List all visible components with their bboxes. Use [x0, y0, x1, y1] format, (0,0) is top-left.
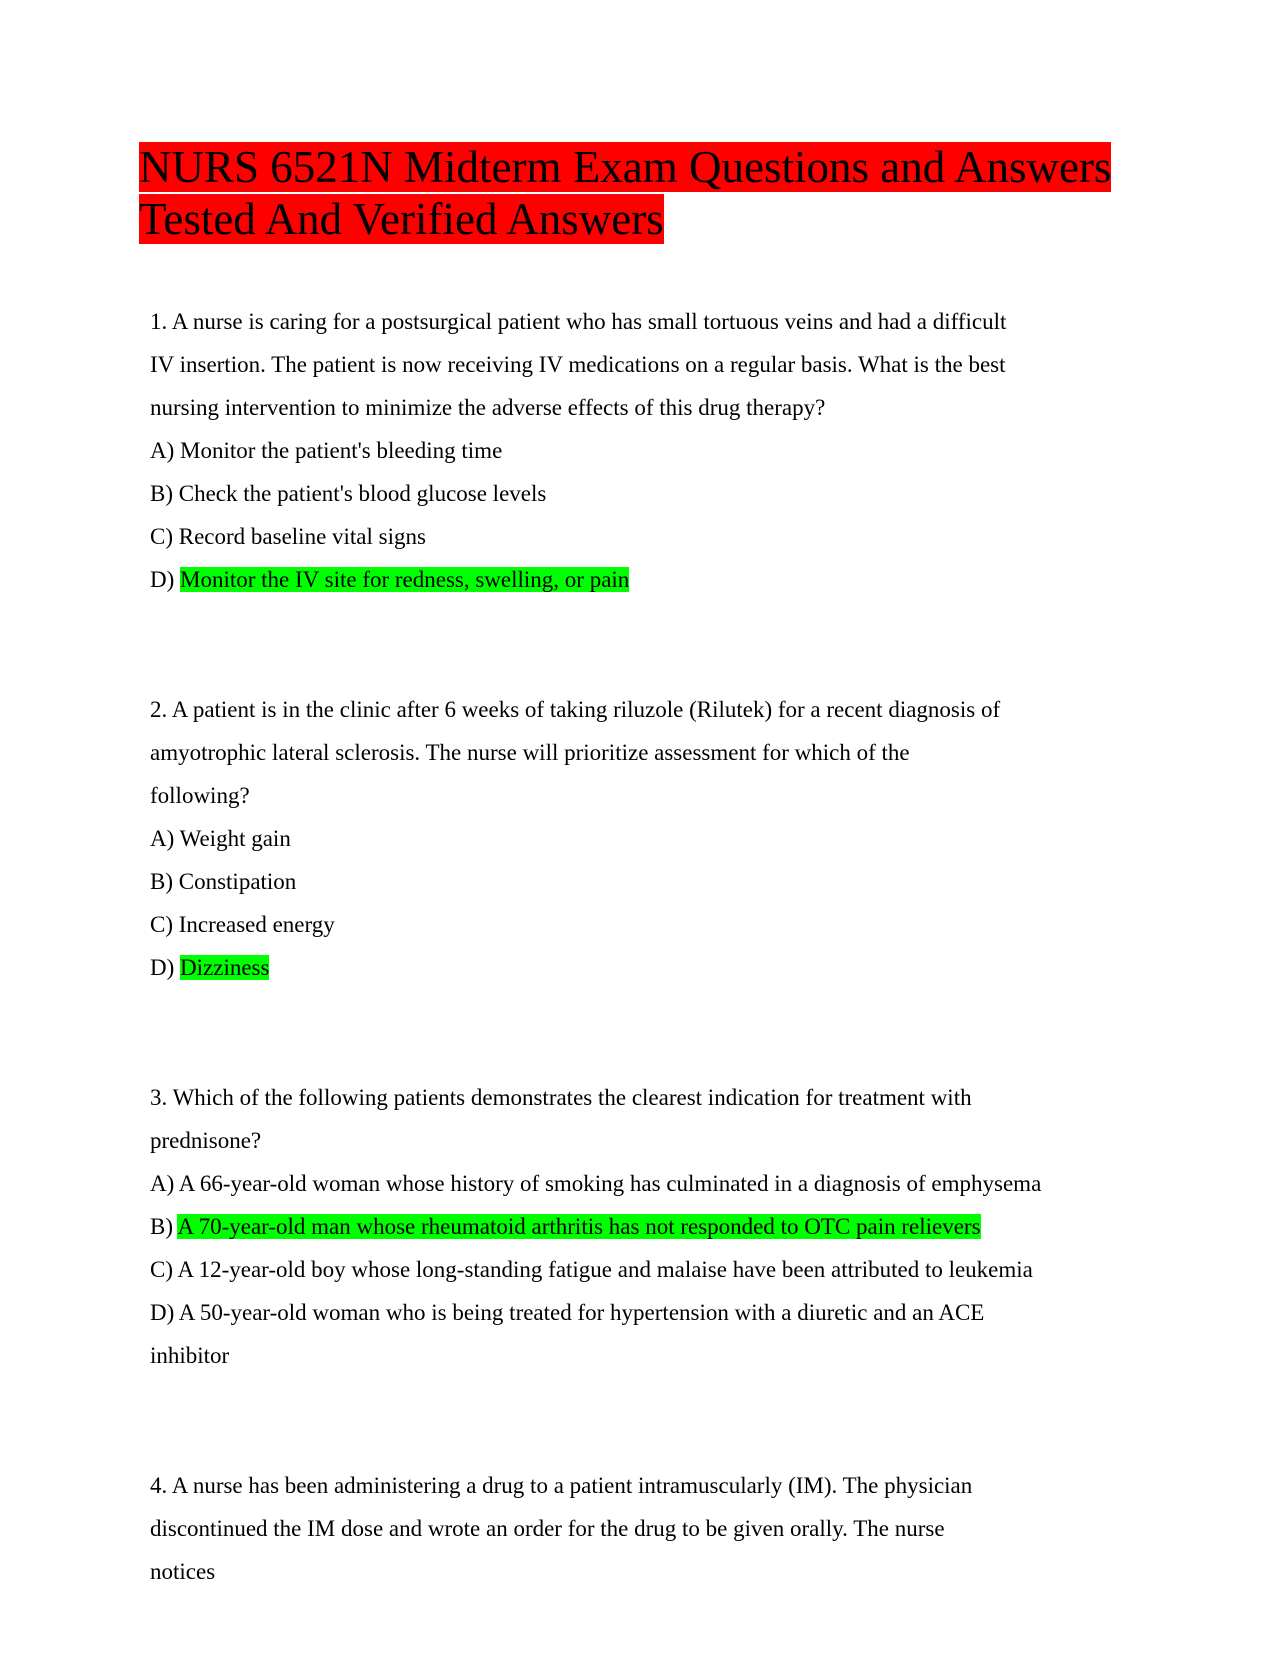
- answer-option-c: [150, 1248, 1150, 1291]
- option-letter: A): [150, 826, 180, 851]
- option-letter: C): [150, 1257, 178, 1282]
- option-text: Check the patient's blood glucose levels: [178, 481, 547, 506]
- answer-option-b: [150, 472, 1150, 515]
- question-text-line: nursing intervention to minimize the adverse effects of this drug therapy?: [150, 395, 826, 420]
- question-text-line: 2. A patient is in the clinic after 6 weeks of taking riluzole (Rilutek) for a recent diagnosis of: [150, 697, 1001, 722]
- question-text-line: amyotrophic lateral sclerosis. The nurse will prioritize assessment for which of the: [150, 740, 910, 765]
- answer-option-b: [150, 860, 1150, 903]
- option-text: A 12-year-old boy whose long-standing fatigue and malaise have been attributed to leukemia: [177, 1257, 1033, 1282]
- question-text-line: prednisone?: [150, 1128, 262, 1153]
- option-letter: D): [150, 1300, 179, 1325]
- question-text-line: IV insertion. The patient is now receiving IV medications on a regular basis. What is the best: [150, 352, 1006, 377]
- option-letter: D): [150, 955, 181, 980]
- title-line-1: NURS 6521N Midterm Exam Questions and Answers: [139, 142, 1112, 192]
- option-text: Monitor the patient's bleeding time: [180, 438, 503, 463]
- question-text-line: 3. Which of the following patients demonstrates the clearest indication for treatment with: [150, 1085, 972, 1110]
- option-text: Record baseline vital signs: [178, 524, 426, 549]
- option-text: Weight gain: [179, 826, 291, 851]
- question-4: [150, 1464, 1150, 1593]
- question-text-line: 1. A nurse is caring for a postsurgical patient who has small tortuous veins and had a difficult: [150, 309, 1007, 334]
- option-continuation: inhibitor: [150, 1343, 230, 1368]
- option-letter: B): [150, 1214, 178, 1239]
- question-text-line: notices: [150, 1559, 216, 1584]
- question-1: [150, 300, 1150, 601]
- answer-option-d: [150, 558, 1150, 601]
- answer-option-c: [150, 515, 1150, 558]
- answer-option-b: [150, 1205, 1150, 1248]
- answer-option-d: [150, 1291, 1150, 1334]
- question-text-line: following?: [150, 783, 250, 808]
- page-title: [139, 141, 1139, 245]
- question-text-line: discontinued the IM dose and wrote an order for the drug to be given orally. The nurse: [150, 1516, 945, 1541]
- option-text: A 50-year-old woman who is being treated for hypertension with a diuretic and an ACE: [178, 1300, 985, 1325]
- correct-answer-highlight: Dizziness: [180, 955, 270, 980]
- option-text: Constipation: [178, 869, 297, 894]
- option-text: A 66-year-old woman whose history of smoking has culminated in a diagnosis of emphysema: [178, 1171, 1042, 1196]
- question-text-line: 4. A nurse has been administering a drug to a patient intramuscularly (IM). The physician: [150, 1473, 973, 1498]
- answer-option-a: [150, 1162, 1150, 1205]
- answer-option-a: [150, 817, 1150, 860]
- answer-option-c: [150, 903, 1150, 946]
- option-text: Increased energy: [178, 912, 335, 937]
- option-letter: D): [150, 567, 181, 592]
- correct-answer-highlight: A 70-year-old man whose rheumatoid arthritis has not responded to OTC pain relievers: [177, 1214, 981, 1239]
- option-letter: A): [150, 1171, 179, 1196]
- option-letter: B): [150, 869, 179, 894]
- title-line-2: Tested And Verified Answers: [139, 194, 664, 244]
- option-letter: A): [150, 438, 181, 463]
- option-letter: C): [150, 912, 179, 937]
- answer-option-d: [150, 946, 1150, 989]
- correct-answer-highlight: Monitor the IV site for redness, swelling, or pain: [180, 567, 630, 592]
- answer-option-a: [150, 429, 1150, 472]
- option-letter: B): [150, 481, 179, 506]
- question-2: [150, 688, 1150, 989]
- option-letter: C): [150, 524, 179, 549]
- question-3: [150, 1076, 1150, 1377]
